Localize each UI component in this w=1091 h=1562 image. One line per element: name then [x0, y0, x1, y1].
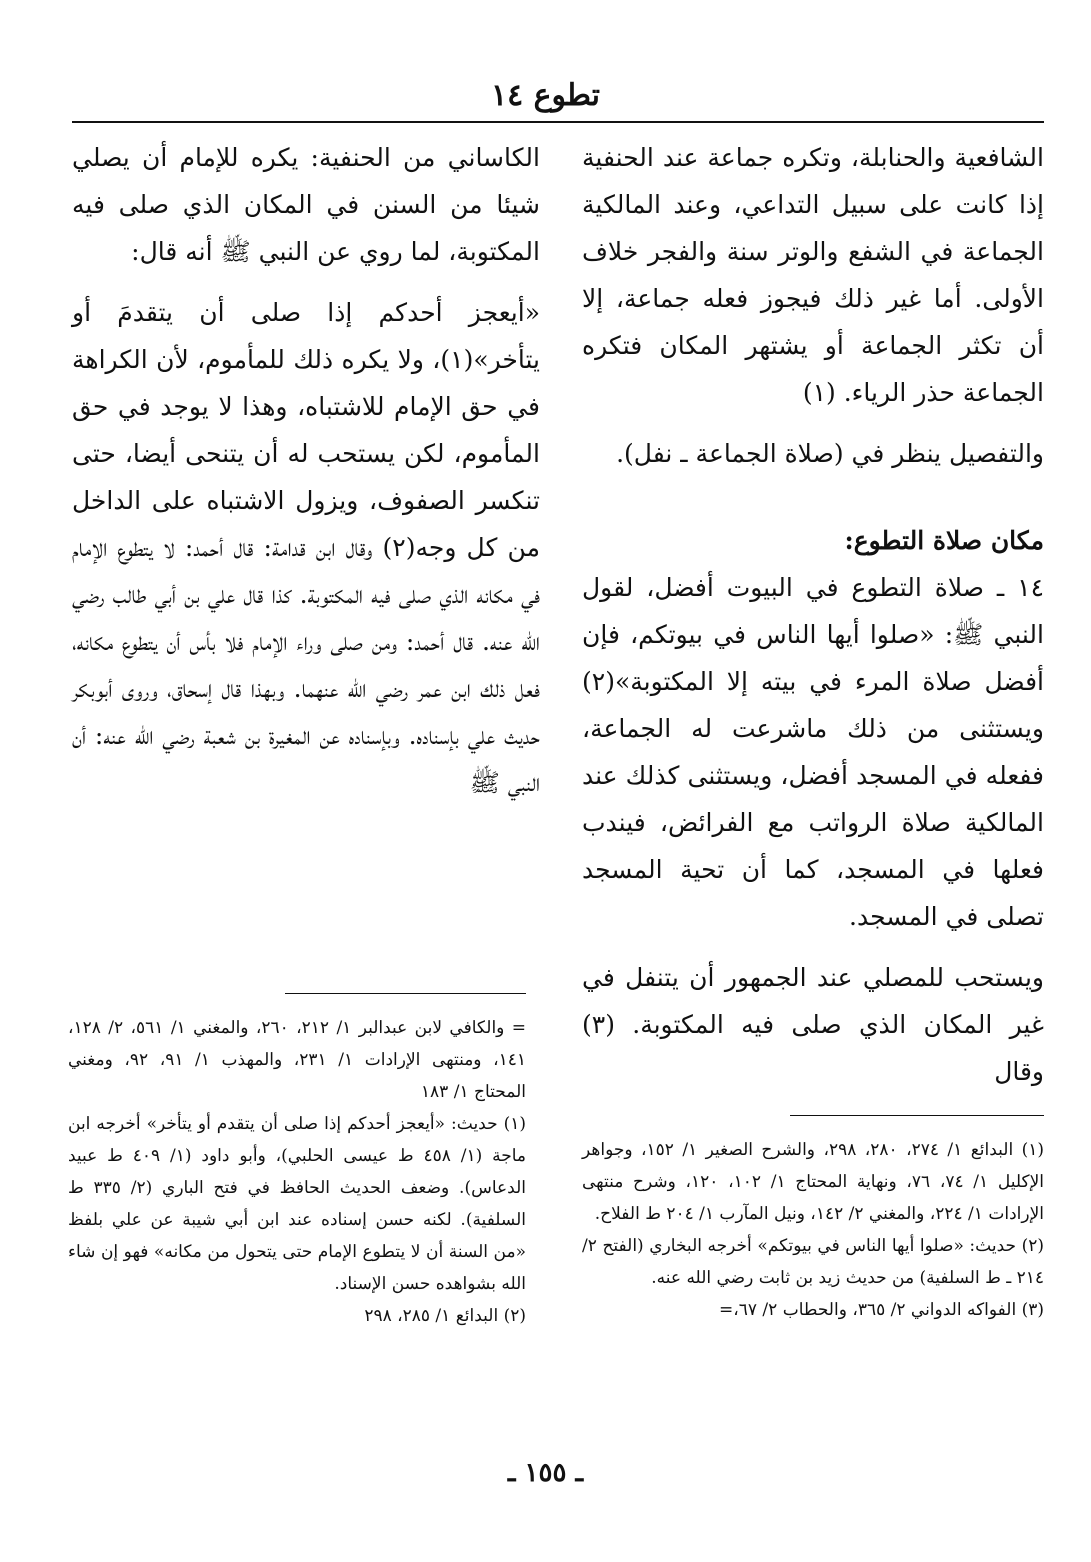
- footnote-right-3: (٣) الفواكه الدواني ٢/ ٣٦٥، والحطاب ٢/ ٦٧،=: [719, 1300, 1044, 1320]
- right-paragraph-3: ١٤ ـ صلاة التطوع في البيوت أفضل، لقول النبي ﷺ: «صلوا أيها الناس في بيوتكم، فإن أفضل صلاة المرء في بيته إلا المكتوبة»(٢) ويستثنى من ذلك ماشرعت له الجماعة، ففعله في المسجد أفضل، ويستثنى كذلك عند المالكية صلاة الرواتب مع الفرائض، فيندب فعلها في المسجد، كما أن تحية المسجد تصلى في المسجد.: [582, 573, 1044, 931]
- footnote-right-2: (٢) حديث: «صلوا أيها الناس في بيوتكم» أخرجه البخاري (الفتح ٢/ ٢١٤ ـ ط السلفية) من حديث زيد بن ثابت رضي الله عنه.: [582, 1236, 1044, 1288]
- footnote-divider-right: [790, 1115, 1044, 1116]
- right-paragraph-2: والتفصيل ينظر في (صلاة الجماعة ـ نفل).: [616, 439, 1044, 468]
- left-paragraph-1: الكاساني من الحنفية: يكره للإمام أن يصلي شيئا من السنن في المكان الذي صلى فيه المكتوبة، لما روي عن النبي ﷺ أنه قال:: [72, 143, 540, 266]
- page-header-title: تطوع ١٤: [490, 78, 601, 113]
- right-paragraph-4: ويستحب للمصلي عند الجمهور أن يتنفل في غير المكان الذي صلى فيه المكتوبة. (٣) وقال: [582, 963, 1044, 1086]
- right-column: [582, 134, 1044, 1095]
- footnote-left-1: (١) حديث: «أيعجز أحدكم إذا صلى أن يتقدم أو يتأخر» أخرجه ابن ماجة (١/ ٤٥٨ ط عيسى الحلبي)، وأبو داود (١/ ٤٠٩ ط عبيد الدعاس). وضعف الحديث الحافظ في فتح الباري (٢/ ٣٣٥ ط السلفية). لكنه حسن إسناده عند ابن أبي شيبة عن علي بلفظ «من السنة أن لا يتطوع الإمام حتى يتحول من مكانه» فهو إن شاء الله بشواهده حسن الإسناد.: [68, 1114, 526, 1294]
- left-column: [72, 134, 540, 806]
- footnote-left-continuation: = والكافي لابن عبدالبر ١/ ٢١٢، ٢٦٠، والمغني ١/ ٥٦١، ٢/ ١٢٨، ١٤١، ومنتهى الإرادات ١/ ٢٣١، والمهذب ١/ ٩١، ٩٢، ومغني المحتاج ١/ ١٨٣: [68, 1018, 527, 1102]
- section-heading: مكان صلاة التطوع:: [844, 526, 1044, 555]
- right-paragraph-1: الشافعية والحنابلة، وتكره جماعة عند الحنفية إذا كانت على سبيل التداعي، وعند المالكية الجماعة في الشفع والوتر سنة والفجر خلاف الأولى. أما غير ذلك فيجوز فعله جماعة، إلا أن تكثر الجماعة أو يشتهر المكان فتكره الجماعة حذر الرياء. (١): [582, 143, 1044, 407]
- footnote-right-1: (١) البدائع ١/ ٢٧٤، ٢٨٠، ٢٩٨، والشرح الصغير ١/ ١٥٢، وجواهر الإكليل ١/ ٧٤، ٧٦، ونهاية المحتاج ١/ ١٠٢، ١٢٠، وشرح منتهى الإرادات ١/ ٢٢٤، والمغني ٢/ ١٤٢، ونيل المآرب ١/ ٢٠٤ ط الفلاح.: [582, 1140, 1045, 1224]
- page-number: ـ ١٥٥ ـ: [507, 1458, 584, 1488]
- footnote-left-2: (٢) البدائع ١/ ٢٨٥، ٢٩٨: [364, 1306, 526, 1326]
- footnotes-right: [582, 1134, 1044, 1326]
- footnotes-left: [68, 1012, 526, 1332]
- header-divider: [72, 121, 1044, 123]
- footnote-divider-left: [285, 993, 526, 994]
- left-paragraph-2: «أيعجز أحدكم إذا صلى أن يتقدمَ أو يتأخر»(١)، ولا يكره ذلك للمأموم، لأن الكراهة في حق الإمام للاشتباه، وهذا لا يوجد في حق المأموم، لكن يستحب له أن يتنحى أيضا، حتى تنكسر الصفوف، ويزول الاشتباه على الداخل من كل وجه(٢) وقال ابن قدامة: قال أحمد: لا يتطوع الإمام في مكانه الذي صلى فيه المكتوبة. كذا قال علي بن أبي طالب رضي الله عنه. قال أحمد: ومن صلى وراء الإمام فلا بأس أن يتطوع مكانه، فعل ذلك ابن عمر رضي الله عنهما. وبهذا قال إسحاق، وروى أبوبكر حديث علي بإسناده. وبإسناده عن المغيرة بن شعبة رضي الله عنه: أن النبي ﷺ: [72, 298, 540, 797]
